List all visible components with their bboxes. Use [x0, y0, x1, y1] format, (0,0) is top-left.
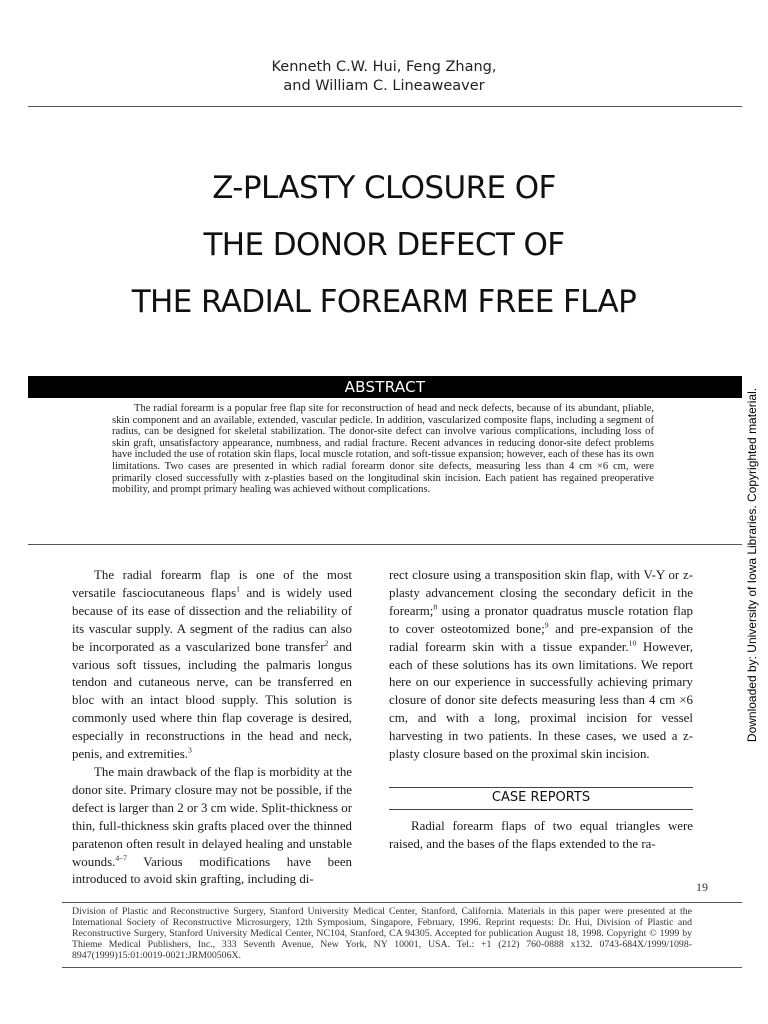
header-divider [28, 106, 742, 107]
citation-ref: 8 [433, 602, 438, 612]
citation-ref: 3 [187, 745, 192, 755]
citation-ref: 1 [236, 584, 240, 594]
download-watermark-text: Downloaded by: University of Iowa Libraries. Copyrighted material. [745, 387, 759, 743]
case-reports-paragraph: Radial forearm flaps of two equal triangles were raised, and the bases of the flaps extended to the ra- [389, 819, 693, 851]
body-column-right [389, 567, 693, 764]
citation-ref: 4–7 [115, 853, 127, 863]
case-reports-heading: CASE REPORTS [491, 790, 591, 805]
abstract-body [112, 403, 654, 496]
affiliation-footnote: Division of Plastic and Reconstructive Surgery, Stanford University Medical Center, Stanford, California. Materials in this paper were presented at the International Society of Reconstructive Microsurgery, 12th Symposium, Singapore, February, 1996. Reprint requests: Dr. Hui, Division of Plastic and Reconstructive Surgery, Stanford University Medical Center, NC104, Stanford, CA 94305. Accepted for publication August 18, 1998. Copyright © 1999 by Thieme Medical Publishers, Inc., 333 Seventh Avenue, New York, NY 10001, USA. Tel.: +1 (212) 760-0888 x132. 0743-684X/1999/1098-8947(1999)15:01:0019-0021:JRM00506X. [72, 906, 692, 961]
section-rule-bottom [389, 809, 693, 810]
intro-paragraph-1: The radial forearm flap is one of the most versatile fasciocutaneous flaps$^1$ and is widely used because of its ease of dissection and the reliability of its vascular supply. A segment of the radius can also be incorporated as a vascularized bone transfer$^2$ and various soft tissues, including the palmaris longus tendon and cutaneous nerve, can be transferred en bloc with an intact blood supply. This solution is commonly used where thin flap coverage is desired, especially in reconstructions in the head and neck, penis, and extremities.$^3$ [72, 568, 352, 762]
title-line-1: Z-PLASTY CLOSURE OF [212, 170, 556, 206]
article-title [0, 160, 768, 331]
citation-ref: 2 [324, 638, 329, 648]
page-number: 19 [696, 880, 708, 894]
title-line-2: THE DONOR DEFECT OF [203, 227, 565, 263]
author-list [0, 58, 768, 96]
authors-line-2: and William C. Lineaweaver [283, 78, 485, 94]
abstract-paragraph: The radial forearm is a popular free flap site for reconstruction of head and neck defects, because of its abundant, pliable, skin component and an available, extended, vascular pedicle. In addition, vascularized composite flaps, including a segment of radius, can be designed for skeletal stabilization. The donor-site defect can involve various complications, including loss of skin graft, unsatisfactory appearance, numbness, and radial fracture. Recent advances in reducing donor-site defect problems have included the use of rotation skin flaps, local muscle rotation, and soft-tissue expansion; however, each of these has its own limitations. Two cases are presented in which radial forearm donor site defects, measuring less than 4 cm ×6 cm, were primarily closed successfully with z-plasties based on the longitudinal skin incision. Each patient has regained preoperative mobility, and prompt primary healing was achieved without complications. [112, 403, 654, 496]
download-watermark [742, 350, 762, 780]
intro-paragraph-2-continued: rect closure using a transposition skin flap, with V-Y or z-plasty advancement closing the secondary deficit in the forearm;$^8$ using a pronator quadratus muscle rotation flap to cover osteotomized bone;$^9$ and pre-expansion of the radial forearm skin with a tissue expander.$^{10}$ However, each of these solutions has its own limitations. We report here on our experience in successfully achieving primary closure of donor site defects measuring less than 4 cm ×6 cm, and with a long, proximal incision for vessel harvesting in two patients. In these cases, we used a z-plasty closure based on the proximal skin incision. [389, 568, 693, 762]
footer-divider [62, 967, 742, 968]
abstract-divider [28, 544, 742, 545]
intro-paragraph-2: The main drawback of the flap is morbidity at the donor site. Primary closure may not be possible, if the defect is larger than 2 or 3 cm wide. Split-thickness or thin, full-thickness skin grafts placed over the thinned paratenon often result in delayed healing and unstable wounds.$^{4-7}$ Various modifications have been introduced to avoid skin grafting, including di- [72, 764, 352, 887]
body-column-left [72, 567, 352, 889]
authors-line-1: Kenneth C.W. Hui, Feng Zhang, [271, 59, 497, 75]
case-reports-body [389, 818, 693, 854]
section-rule-top [389, 787, 693, 788]
citation-ref: 9 [544, 620, 549, 630]
abstract-heading: ABSTRACT [344, 378, 426, 396]
footnote-divider [62, 902, 742, 903]
title-line-3: THE RADIAL FOREARM FREE FLAP [131, 284, 637, 320]
citation-ref: 10 [628, 638, 637, 648]
